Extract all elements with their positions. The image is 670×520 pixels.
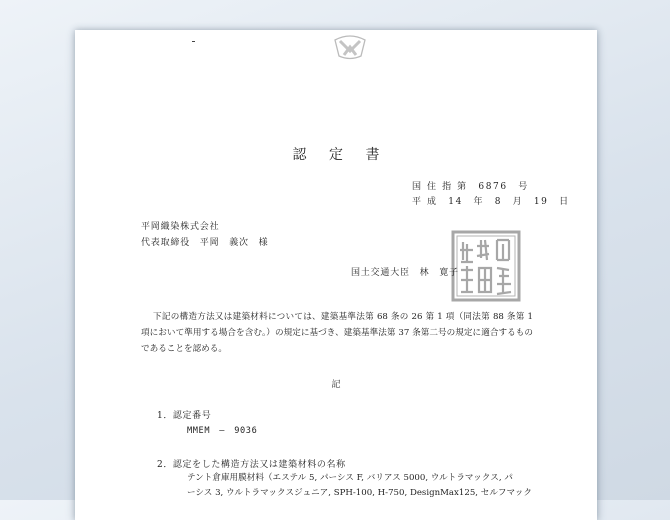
certification-number: MMEM ― 9036 — [187, 426, 258, 436]
item-1-heading: 1．認定番号 — [157, 411, 212, 421]
official-seal-icon — [451, 230, 521, 302]
issuer-name: 国土交通大臣 林 寛子 — [351, 268, 459, 278]
material-name-line: ーシス 3, ウルトラマックスジュニア, SPH-100, H-750, DesignMax125, セルフマック — [187, 488, 532, 498]
material-name-line: テント倉庫用膜材料（エステル 5, パーシス F, バリアス 5000, ウルトラマックス, パ — [187, 473, 513, 483]
scan-mark — [192, 41, 195, 42]
government-emblem-icon — [333, 34, 367, 60]
recipient-person: 代表取締役 平岡 義次 様 — [141, 238, 269, 248]
ki-heading: 記 — [331, 380, 341, 390]
certification-statement: 下記の構造方法又は建築材料については、建築基準法第 68 条の 26 第 1 項（同法第 88 条第 1 項において準用する場合を含む。）の規定に基づき、建築基準法第 37 条第二号の規定に適合するものであることを認める。 — [141, 312, 533, 354]
document-title: 認 定 書 — [292, 147, 389, 163]
certificate-document — [75, 30, 597, 520]
document-number: 国 住 指 第 6876 号 — [412, 182, 529, 192]
material-name-description — [187, 471, 537, 501]
recipient-company: 平岡織染株式会社 — [141, 222, 220, 232]
document-date: 平 成 14 年 8 月 19 日 — [412, 197, 570, 207]
item-2-heading: 2．認定をした構造方法又は建築材料の名称 — [157, 460, 346, 470]
